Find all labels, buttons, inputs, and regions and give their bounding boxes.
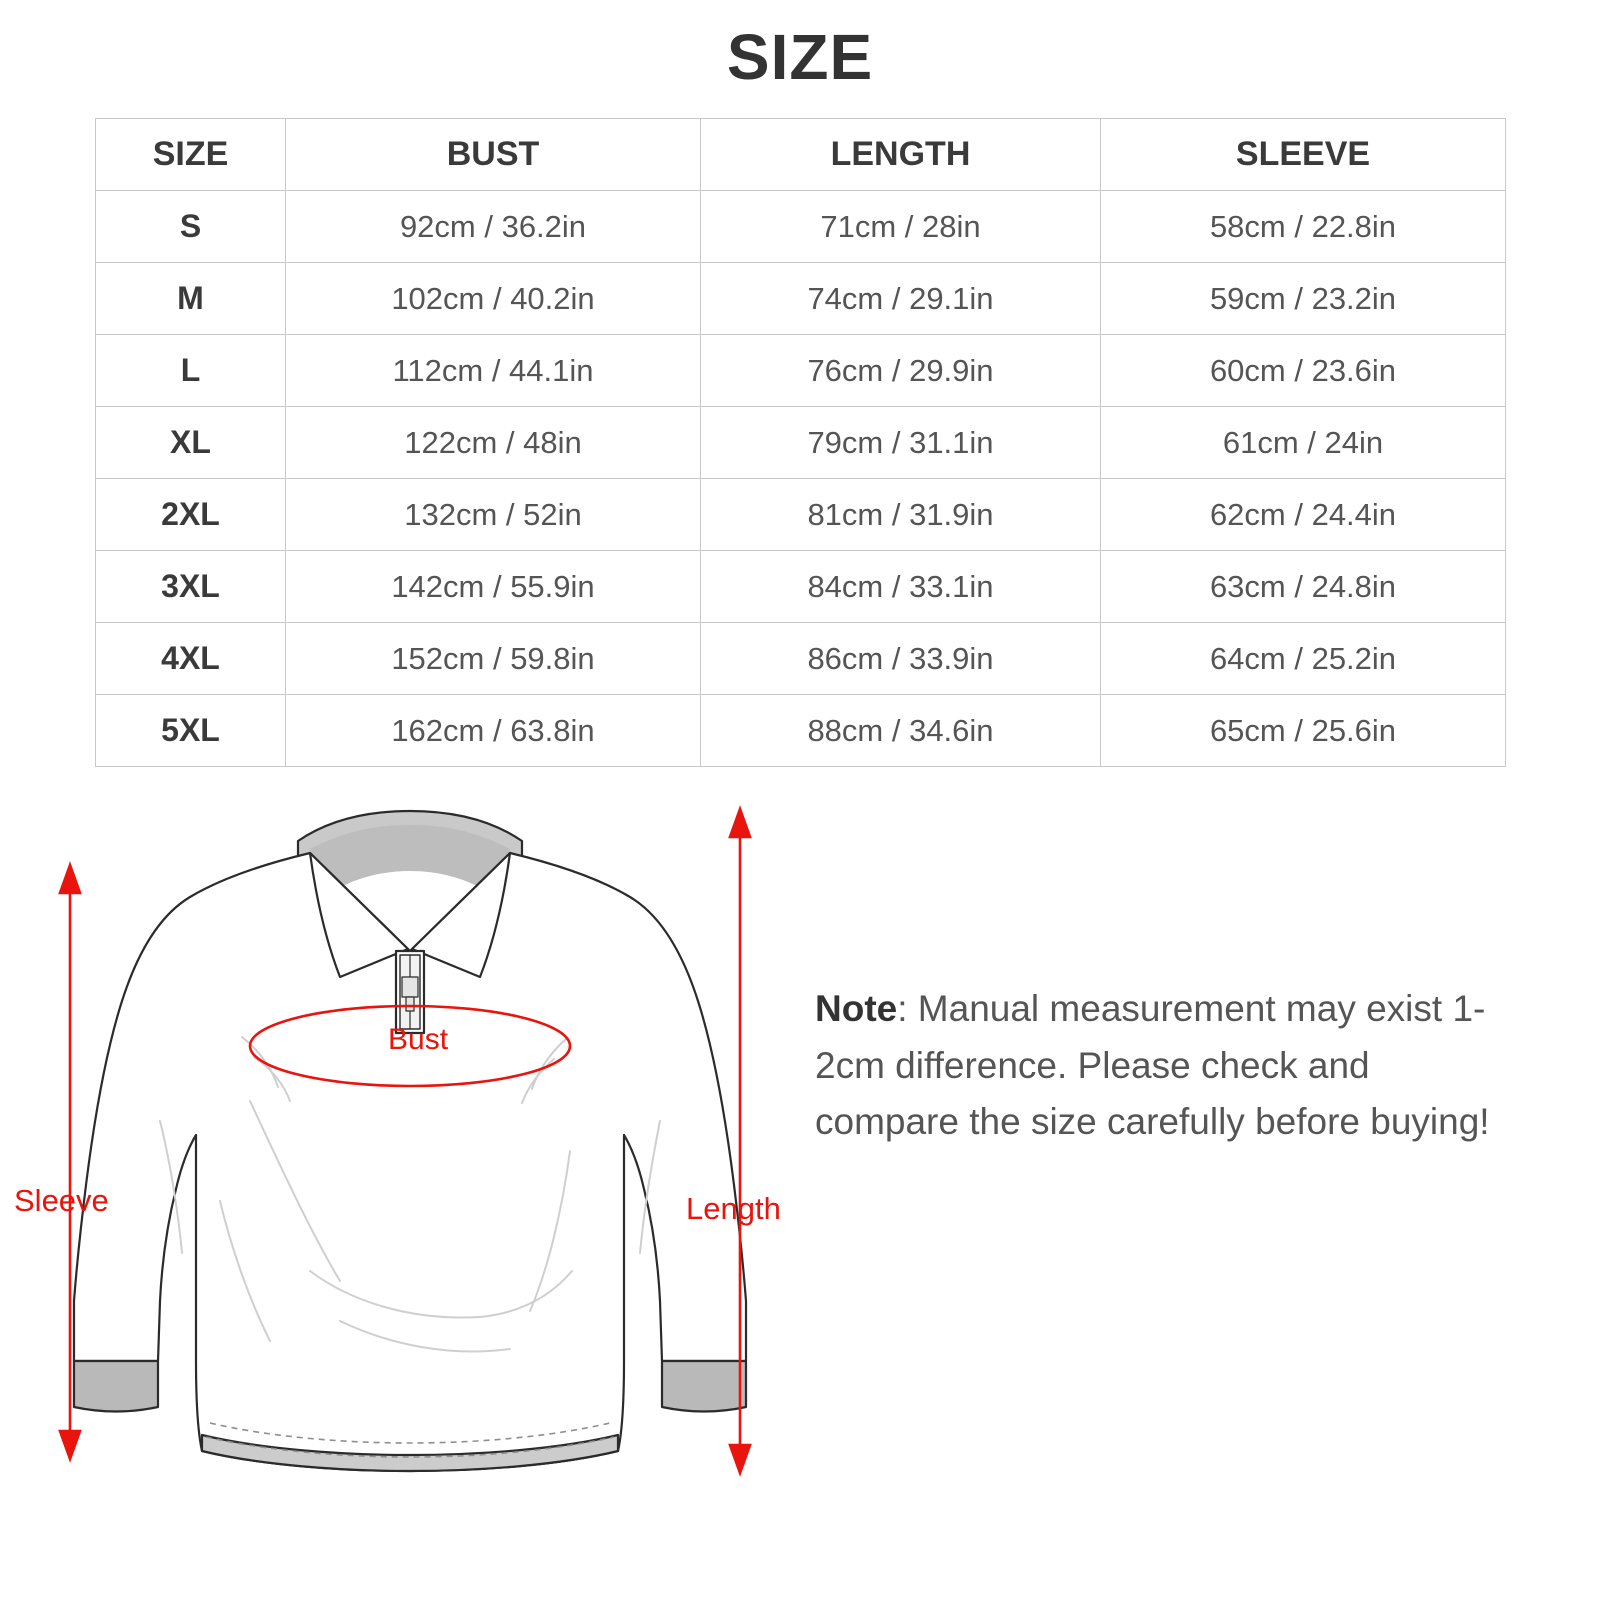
cell-bust: 152cm / 59.8in (286, 623, 701, 695)
table-row (96, 335, 1506, 407)
garment-diagram (10, 801, 810, 1501)
cell-bust: 112cm / 44.1in (286, 335, 701, 407)
page-title: SIZE (726, 21, 874, 93)
column-header-bust: BUST (286, 119, 701, 191)
cell-length: 84cm / 33.1in (701, 551, 1101, 623)
cell-sleeve: 65cm / 25.6in (1101, 695, 1506, 767)
diagram-and-note-area (0, 801, 1600, 1541)
length-label: Length (686, 1191, 781, 1227)
table-row (96, 407, 1506, 479)
cell-bust: 162cm / 63.8in (286, 695, 701, 767)
table-row (96, 551, 1506, 623)
cell-sleeve: 59cm / 23.2in (1101, 263, 1506, 335)
cell-size: 3XL (96, 551, 286, 623)
cell-length: 88cm / 34.6in (701, 695, 1101, 767)
cell-size: 5XL (96, 695, 286, 767)
cell-length: 79cm / 31.1in (701, 407, 1101, 479)
table-header-row (96, 119, 1506, 191)
table-row (96, 695, 1506, 767)
cell-size: XL (96, 407, 286, 479)
column-header-length: LENGTH (701, 119, 1101, 191)
cell-sleeve: 64cm / 25.2in (1101, 623, 1506, 695)
cell-size: L (96, 335, 286, 407)
size-chart-table-wrapper (95, 118, 1505, 767)
cell-bust: 92cm / 36.2in (286, 191, 701, 263)
shirt-illustration (74, 811, 746, 1471)
note-text: : Manual measurement may exist 1-2cm difference. Please check and compare the size carefully before buying! (815, 988, 1490, 1142)
cell-sleeve: 62cm / 24.4in (1101, 479, 1506, 551)
cell-sleeve: 60cm / 23.6in (1101, 335, 1506, 407)
cell-bust: 102cm / 40.2in (286, 263, 701, 335)
column-header-sleeve: SLEEVE (1101, 119, 1506, 191)
table-row (96, 479, 1506, 551)
cell-length: 86cm / 33.9in (701, 623, 1101, 695)
table-row (96, 623, 1506, 695)
cell-size: S (96, 191, 286, 263)
cell-size: M (96, 263, 286, 335)
cell-length: 81cm / 31.9in (701, 479, 1101, 551)
cell-size: 4XL (96, 623, 286, 695)
cell-bust: 142cm / 55.9in (286, 551, 701, 623)
table-row (96, 191, 1506, 263)
cell-sleeve: 61cm / 24in (1101, 407, 1506, 479)
cell-bust: 122cm / 48in (286, 407, 701, 479)
size-chart-table (95, 118, 1506, 767)
cell-sleeve: 58cm / 22.8in (1101, 191, 1506, 263)
column-header-size: SIZE (96, 119, 286, 191)
cell-sleeve: 63cm / 24.8in (1101, 551, 1506, 623)
cell-bust: 132cm / 52in (286, 479, 701, 551)
note-label: Note (815, 988, 898, 1030)
cell-length: 74cm / 29.1in (701, 263, 1101, 335)
cell-length: 76cm / 29.9in (701, 335, 1101, 407)
cell-length: 71cm / 28in (701, 191, 1101, 263)
note-block (815, 981, 1515, 1150)
bust-label: Bust (388, 1023, 449, 1057)
cell-size: 2XL (96, 479, 286, 551)
sleeve-label: Sleeve (14, 1183, 109, 1219)
table-row (96, 263, 1506, 335)
